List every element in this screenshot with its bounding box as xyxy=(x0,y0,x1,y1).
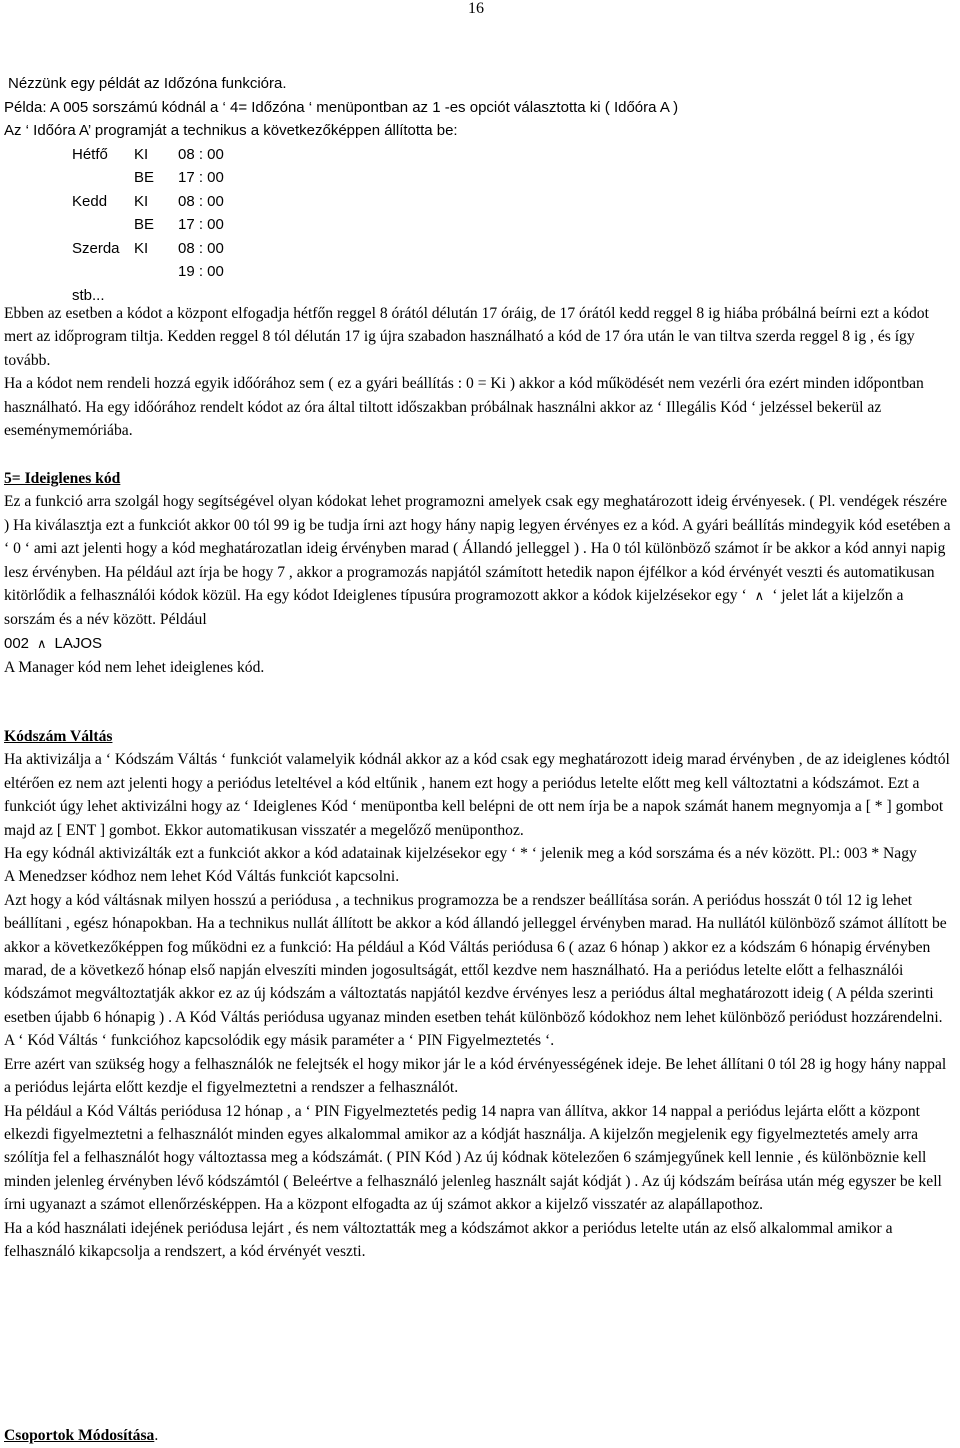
example-display xyxy=(4,632,956,656)
schedule-row xyxy=(72,166,956,190)
section-heading: 5= Ideiglenes kód xyxy=(4,470,121,487)
paragraph: Ha aktivizálja a ‘ Kódszám Váltás ‘ funkciót valamelyik kódnál akkor az a kód csak egy meghatározott ideig marad érvényben , de az ideiglenes kódtól eltérően ez nem azt jelenti hogy a periódus leteltével a kód eltűnik , hanem ezt hogy a periódus letelte előtt meg kell változtatni a kódszámot. Ezt a funkciót úgy lehet aktivizálni hogy az ‘ Ideiglenes Kód ‘ menüpontba kell belépni de ott nem írja be a napok számát hanem megnyomja a [ * ] gombot majd az [ ENT ] gombot. Ekkor automatikusan visszatér a megelőző menüponthoz. xyxy=(4,751,950,839)
paragraph: Azt hogy a kód váltásnak milyen hosszú a periódusa , a technikus programozza be a rendszer beállítása során. A periódus hosszát 0 tól 12 ig lehet beállítani , egész hónapokban. Ha a technikus nullát állított be akkor a kód állandó jelleggel érvényben marad. Ha nullától különböző számot állított be akkor a következőképpen fog működni ez a funkció: Ha például a Kód Váltás periódusa 6 ( azaz 6 hónap ) akkor ez a kódszám 6 hónapig érvényben marad, de a következő hónap első napján elveszíti minden jogosultságát, ettől kezdve nem használható. Ha a periódus letelte előtt a felhasználói kódszámot megváltoztatják akkor ez az új kódszám a változtatás napjától kezdve érvényes lesz a periódus által meghatározott ideig ( A példa szerinti esetben újabb 6 hónapig ) . A Kód Váltás periódusa ugyanaz minden esetben tehát különböző kódokhoz nem lehet különböző periódust hozzárendelni. xyxy=(4,891,947,1026)
paragraph: Ha a kódot nem rendeli hozzá egyik időórához sem ( ez a gyári beállítás : 0 = Ki ) akkor a kód működését nem vezérli óra ezért minden időpontban használható. Ha egy időórához rendelt kódot az óra által tiltott időszakban próbálnak használni akkor az ‘ Illegális Kód ‘ jelzéssel bekerül az eseménymemóriába. xyxy=(4,375,924,440)
paragraph: Ha például a Kód Váltás periódusa 12 hónap , a ‘ PIN Figyelmeztetés pedig 14 napra van állítva, akkor 14 nappal a periódus lejárta előtt a központ elkezdi figyelmeztetni a felhasználót minden egyes alkalommal amikor az a kódját használja. A kijelzőn megjelenik egy figyelmeztetés amely arra szólítja fel a felhasználót hogy változtassa meg a kódszámát. ( PIN Kód ) Az új kódnak kötelezően 6 számjegyűnek kell lennie , és különböznie kell minden jelenleg érvényben lévő kódszámtól ( Beleértve a felhasználó jelenleg használt saját kódját ) . Az új kódszám beírása után még egyszer be kell írni ugyanazt a számot ellenőrzésképpen. Ha a központ elfogadta az új számot akkor a kijelző visszatér az alapállapothoz. xyxy=(4,1102,942,1214)
schedule-day: Hétfő xyxy=(72,145,108,163)
intro-line-3: Az ‘ Időóra A’ programját a technikus a következőképpen állította be: xyxy=(4,122,458,139)
temporary-code-section xyxy=(4,467,956,680)
schedule-time: 08 : 00 xyxy=(178,192,224,210)
paragraph: Erre azért van szükség hogy a felhasználók ne felejtsék el hogy mikor jár le a kód érvényességének ideje. Be lehet állítani 0 tól 28 ig hogy hány nappal a periódus lejárta előtt kezdje el figyelmeztetni a rendszer a felhasználót. xyxy=(4,1055,947,1097)
paragraph: A Manager kód nem lehet ideiglenes kód. xyxy=(4,659,265,677)
intro-line-2: Példa: A 005 sorszámú kódnál a ‘ 4= Időzóna ‘ menüpontban az 1 -es opciót választotta ki ( Időóra A ) xyxy=(4,98,679,116)
example-name: LAJOS xyxy=(54,634,103,652)
paragraph: Ebben az esetben a kódot a központ elfogadja hétfőn reggel 8 órától délután 17 óráig, de 17 órától kedd reggel 8 ig hiába próbálná beírni ezt a kódot mert az időprogram tiltja. Kedden reggel 8 tól délután 17 ig újra szabadon használható a kód de 17 óra után le van tiltva szerda reggel 8 ig , és így tovább. xyxy=(4,305,929,369)
paragraph-text: Ez a funkció arra szolgál hogy segítségével olyan kódokat lehet programozni amelyek csak egy meghatározott ideig érvényesek. ( Pl. vendégek részére ) Ha kiválasztja ezt a funkciót akkor 00 tól 99 ig be tudja írni azt hogy hány napig legyen érvényes ez a kód. A gyári beállítás mindegyik kód esetében a ‘ 0 ‘ ami azt jelenti hogy a kód meghatározatlan ideig érvényben marad ( Állandó jelleggel ) . Ha 0 tól különböző számot ír be akkor a kód annyi napig lesz érvényben. Ha például azt írja be hogy 7 , akkor a programozás napjától számított hetedik napon éjfélkor a kód érvényét veszti és automatikusan kitörlődik a felhasználói kódok közül. Ha egy kódot Ideiglenes típusúra programozott akkor a kódok kijelzésekor egy ‘ xyxy=(4,493,951,605)
page-number: 16 xyxy=(468,0,484,17)
section-heading-text: Csoportok Módosítása xyxy=(4,1427,155,1444)
example-code: 002 xyxy=(4,634,30,652)
schedule-row xyxy=(72,213,956,237)
schedule-day: Szerda xyxy=(72,239,120,257)
paragraph: A ‘ Kód Váltás ‘ funkcióhoz kapcsolódik egy másik paraméter a ‘ PIN Figyelmeztetés ‘. xyxy=(4,1032,555,1050)
schedule-row xyxy=(72,190,956,214)
schedule-time: 17 : 00 xyxy=(178,216,224,233)
schedule-table xyxy=(4,143,956,284)
section-heading xyxy=(4,1424,956,1447)
schedule-mode: BE xyxy=(134,216,155,233)
paragraph: Ha egy kódnál aktivizálták ezt a funkciót akkor a kód adatainak kijelzésekor egy ‘ * ‘ jelenik meg a kód sorszáma és a név között. Pl.: 003 * Nagy xyxy=(4,845,917,863)
schedule-mode: KI xyxy=(134,145,149,163)
paragraph: A Menedzser kódhoz nem lehet Kód Váltás funkciót kapcsolni. xyxy=(4,868,400,886)
etc-label: stb... xyxy=(72,286,105,304)
intro-block xyxy=(4,72,956,307)
schedule-row xyxy=(72,237,956,261)
schedule-mode: BE xyxy=(134,169,155,186)
schedule-mode: KI xyxy=(134,192,149,210)
temporary-code-symbol: ∧ xyxy=(754,589,765,605)
schedule-time: 08 : 00 xyxy=(178,145,224,163)
timezone-explanation xyxy=(4,302,956,442)
schedule-day: Kedd xyxy=(72,192,108,210)
intro-line-1: Nézzünk egy példát az Időzóna funkcióra. xyxy=(8,75,287,92)
schedule-time: 08 : 00 xyxy=(178,239,224,257)
temporary-code-symbol: ∧ xyxy=(37,636,47,652)
schedule-mode: KI xyxy=(134,239,149,257)
heading-period: . xyxy=(154,1427,159,1444)
section-heading: Kódszám Váltás xyxy=(4,728,113,745)
schedule-row xyxy=(72,143,956,167)
schedule-row xyxy=(72,260,956,284)
paragraph xyxy=(4,490,956,631)
paragraph-text: ‘ jelet lát a kijelzőn a sorszám és a név között. Például xyxy=(4,587,904,629)
schedule-time: 19 : 00 xyxy=(178,263,224,280)
group-modification-section xyxy=(4,1424,956,1447)
code-change-section xyxy=(4,725,956,1263)
schedule-time: 17 : 00 xyxy=(178,169,224,186)
paragraph: Ha a kód használati idejének periódusa lejárt , és nem változtatták meg a kódszámot akkor a periódus letelte után az első alkalommal amikor a felhasználó kikapcsolja a rendszert, a kód érvényét veszti. xyxy=(4,1219,893,1260)
